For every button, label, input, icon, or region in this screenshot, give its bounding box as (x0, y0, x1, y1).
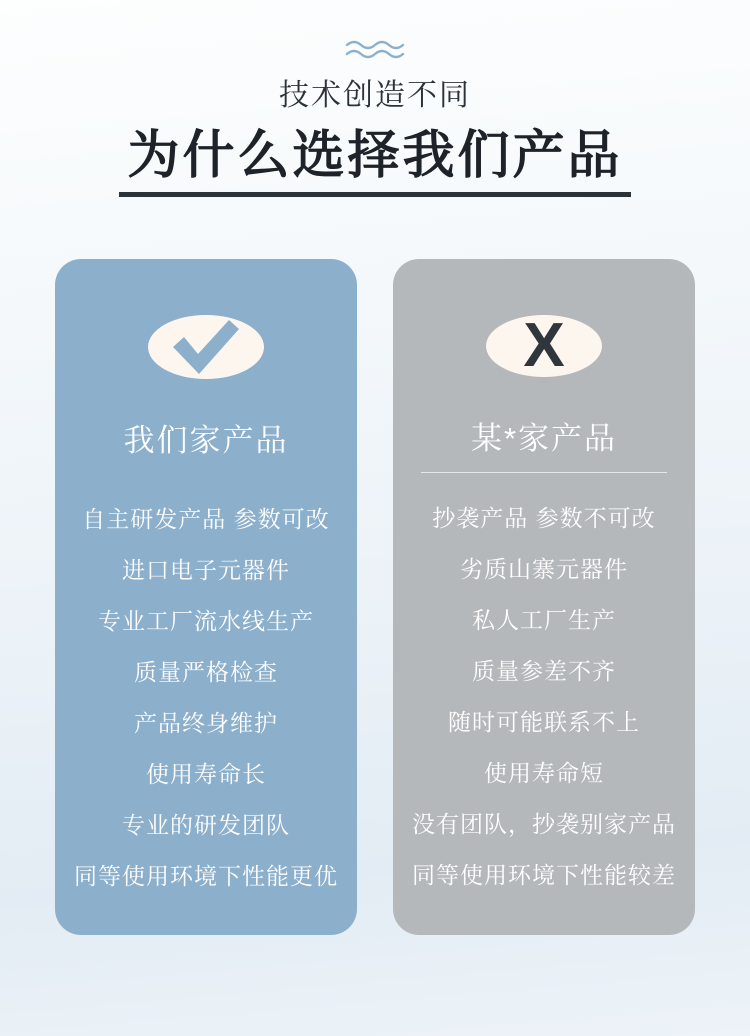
list-item: 使用寿命短 (484, 759, 604, 786)
wave-icon (345, 38, 405, 62)
list-item: 同等使用环境下性能较差 (412, 861, 676, 888)
list-item: 专业工厂流水线生产 (98, 608, 314, 635)
page-subtitle: 技术创造不同 (279, 79, 471, 112)
page-title-wrap (119, 126, 630, 197)
list-item: 同等使用环境下性能更优 (74, 863, 338, 890)
comparison-columns (0, 259, 750, 935)
cross-badge (486, 311, 602, 381)
card-title-other-product: 某*家产品 (470, 421, 618, 457)
check-mark-icon (167, 315, 245, 379)
list-item: 产品终身维护 (134, 710, 278, 737)
list-item: 质量严格检查 (134, 659, 278, 686)
page-title: 为什么选择我们产品 (127, 127, 623, 185)
page-header (0, 0, 750, 197)
feature-list-our-product (69, 494, 343, 902)
card-divider (421, 472, 667, 473)
feature-list-other-product (407, 493, 681, 901)
title-underline (119, 192, 630, 197)
list-item: 私人工厂生产 (472, 606, 616, 633)
list-item: 随时可能联系不上 (448, 708, 640, 735)
list-item: 没有团队，抄袭别家产品 (412, 810, 676, 837)
check-badge (148, 315, 264, 379)
card-title-our-product: 我们家产品 (123, 423, 289, 458)
list-item: 使用寿命长 (146, 761, 266, 788)
list-item: 质量参差不齐 (472, 657, 616, 684)
list-item: 劣质山寨元器件 (460, 555, 628, 582)
cross-mark-icon: X (523, 311, 565, 381)
list-item: 进口电子元器件 (122, 557, 290, 584)
list-item: 抄袭产品 参数不可改 (432, 504, 656, 531)
card-our-product (55, 259, 357, 935)
list-item: 专业的研发团队 (122, 812, 290, 839)
list-item: 自主研发产品 参数可改 (82, 506, 330, 532)
card-other-product (393, 259, 695, 935)
